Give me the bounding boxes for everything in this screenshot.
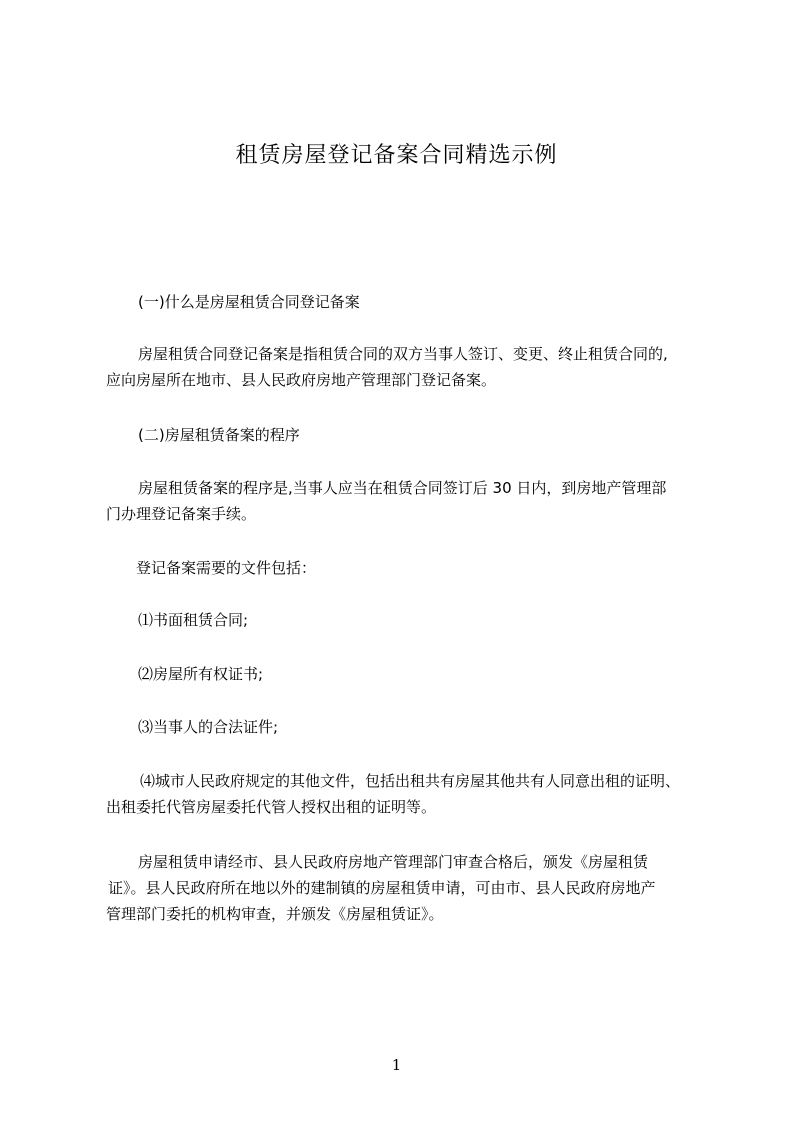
text-line: 门办理登记备案手续。	[106, 505, 257, 523]
text-line: (二)房屋租赁备案的程序	[138, 426, 300, 444]
text-line: 房屋租赁申请经市、县人民政府房地产管理部门审查合格后，颁发《房屋租赁	[138, 853, 649, 871]
documents-intro	[136, 555, 316, 581]
text-line: 应向房屋所在地市、县人民政府房地产管理部门登记备案。	[106, 371, 497, 389]
page-number: 1	[391, 1056, 402, 1074]
paragraph-procedure	[106, 475, 666, 527]
text-line: 管理部门委托的机构审查，并颁发《房屋租赁证》。	[106, 905, 444, 923]
paragraph-certificate	[106, 849, 656, 927]
document-title: 租赁房屋登记备案合同精选示例	[235, 143, 558, 168]
text-line: ⑵房屋所有权证书;	[138, 665, 264, 683]
list-item	[138, 661, 263, 687]
text-line: 出租委托代管房屋委托代管人授权出租的证明等。	[106, 798, 437, 816]
list-item	[138, 714, 278, 740]
text-line: 房屋租赁备案的程序是,当事人应当在租赁合同签订后 30 日内，到房地产管理部	[138, 479, 667, 497]
text-line: ⑶当事人的合法证件;	[138, 718, 279, 736]
section-heading-2	[138, 422, 300, 448]
text-line: (一)什么是房屋租赁合同登记备案	[138, 293, 360, 311]
text-line: ⑷城市人民政府规定的其他文件，包括出租共有房屋其他共有人同意出租的证明、	[140, 772, 681, 790]
section-heading-1	[138, 289, 360, 315]
text-line: ⑴书面租赁合同;	[138, 611, 249, 629]
list-item-other-documents	[106, 768, 680, 820]
list-item	[138, 607, 248, 633]
text-line: 证》。县人民政府所在地以外的建制镇的房屋租赁申请，可由市、县人民政府房地产	[108, 879, 656, 897]
paragraph-definition	[106, 341, 668, 393]
text-line: 登记备案需要的文件包括：	[136, 559, 317, 577]
text-line: 房屋租赁合同登记备案是指租赁合同的双方当事人签订、变更、终止租赁合同的,	[138, 345, 668, 363]
